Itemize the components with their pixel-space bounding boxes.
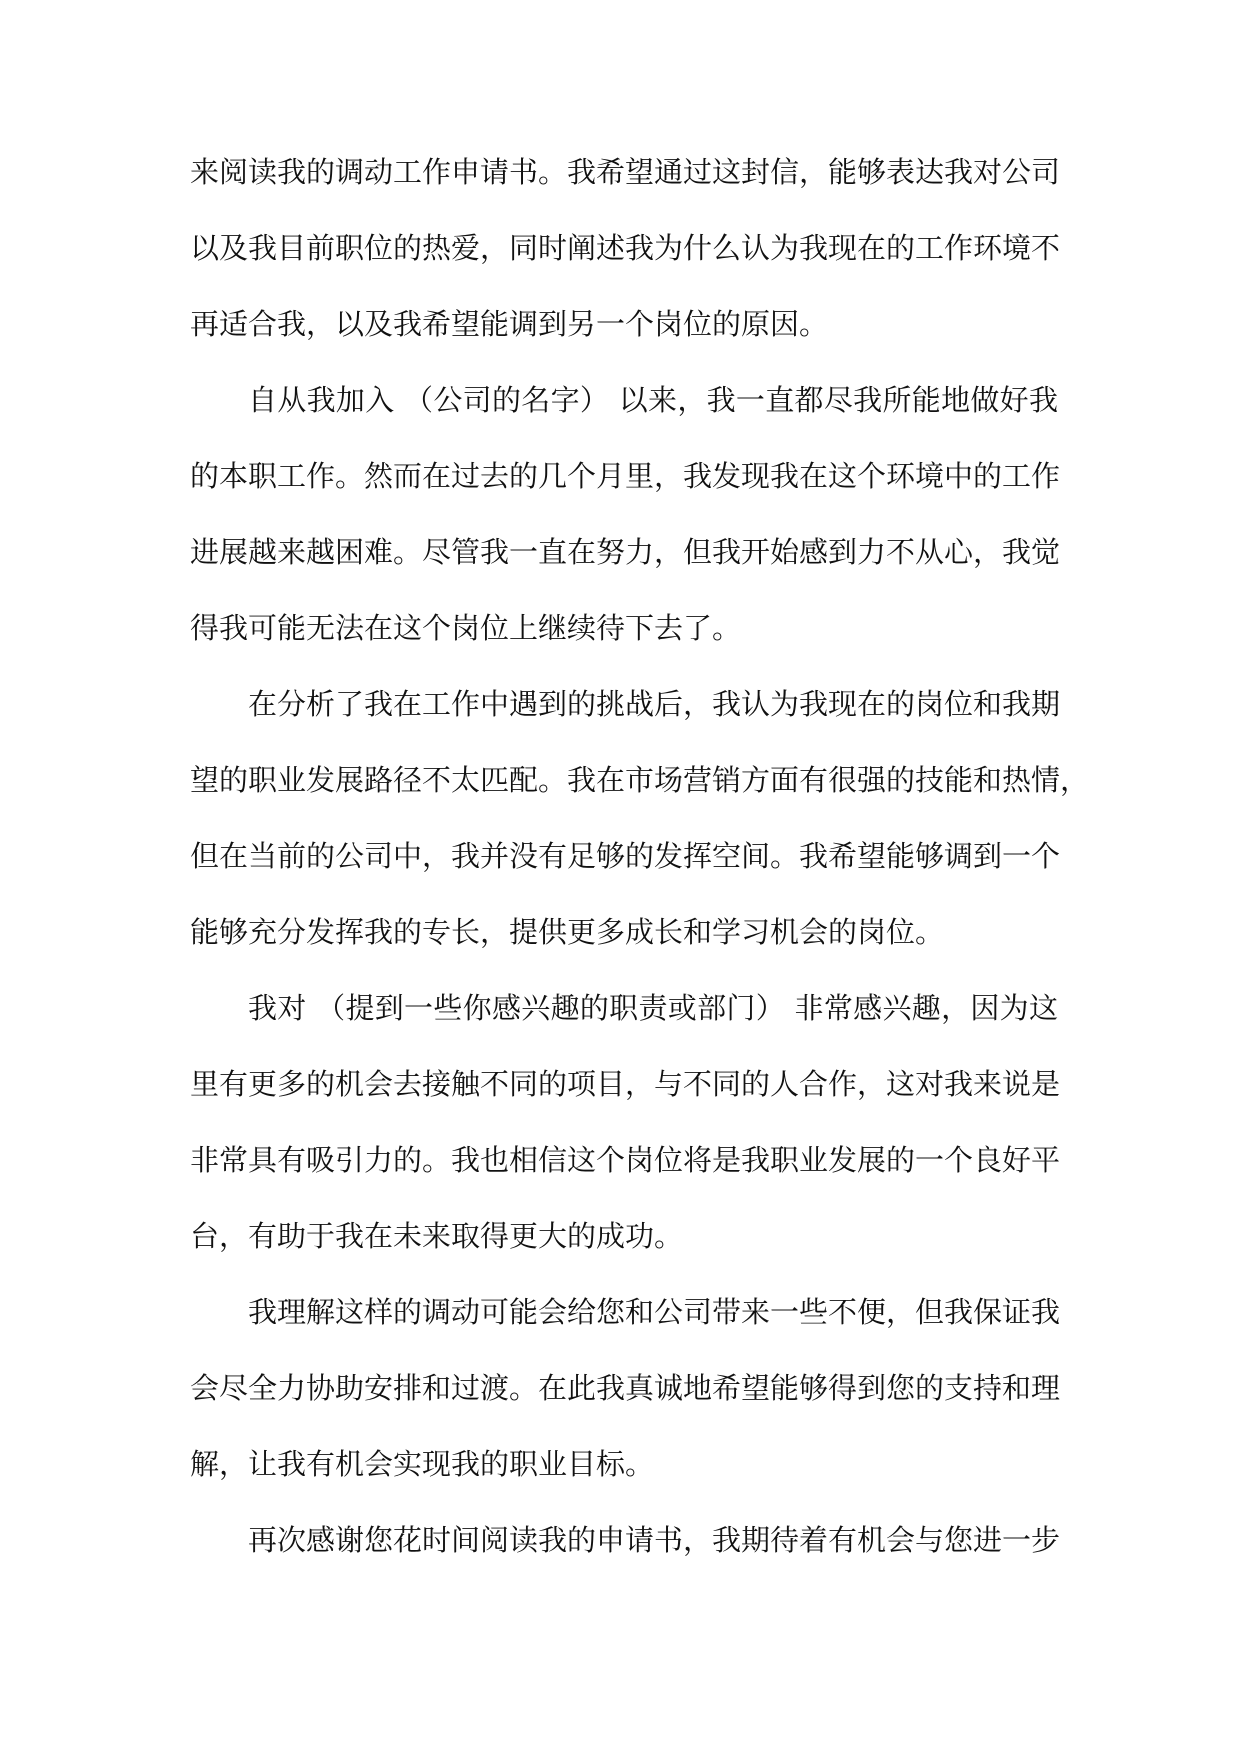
text-line: 解，让我有机会实现我的职业目标。: [190, 1447, 655, 1481]
text-line: 但在当前的公司中，我并没有足够的发挥空间。我希望能够调到一个: [190, 839, 1061, 873]
letter-body: [190, 142, 1090, 1586]
text-line: 得我可能无法在这个岗位上继续待下去了。: [190, 611, 742, 645]
text-line: 的本职工作。然而在过去的几个月里，我发现我在这个环境中的工作: [190, 459, 1061, 493]
text-line: 来阅读我的调动工作申请书。我希望通过这封信，能够表达我对公司: [190, 155, 1061, 189]
text-line: 进展越来越困难。尽管我一直在努力，但我开始感到力不从心，我觉: [190, 535, 1061, 569]
text-line: 非常具有吸引力的。我也相信这个岗位将是我职业发展的一个良好平: [190, 1143, 1061, 1177]
paragraph-first-line: 再次感谢您花时间阅读我的申请书，我期待着有机会与您进一步: [248, 1523, 1061, 1557]
text-line: 以及我目前职位的热爱，同时阐述我为什么认为我现在的工作环境不: [190, 231, 1061, 265]
text-line: 里有更多的机会去接触不同的项目，与不同的人合作，这对我来说是: [190, 1067, 1061, 1101]
paragraph-first-line: 我理解这样的调动可能会给您和公司带来一些不便，但我保证我: [248, 1295, 1061, 1329]
text-line: 会尽全力协助安排和过渡。在此我真诚地希望能够得到您的支持和理: [190, 1371, 1061, 1405]
text-line: 台，有助于我在未来取得更大的成功。: [190, 1219, 684, 1253]
text-line: 能够充分发挥我的专长，提供更多成长和学习机会的岗位。: [190, 915, 945, 949]
paragraph-first-line: 我对 （提到一些你感兴趣的职责或部门） 非常感兴趣，因为这: [248, 991, 1058, 1025]
paragraph-first-line: 在分析了我在工作中遇到的挑战后，我认为我现在的岗位和我期: [248, 687, 1061, 721]
text-line: 再适合我，以及我希望能调到另一个岗位的原因。: [190, 307, 829, 341]
text-line: 望的职业发展路径不太匹配。我在市场营销方面有很强的技能和热情，: [190, 763, 1090, 797]
paragraph-first-line: 自从我加入 （公司的名字） 以来，我一直都尽我所能地做好我: [248, 383, 1058, 417]
